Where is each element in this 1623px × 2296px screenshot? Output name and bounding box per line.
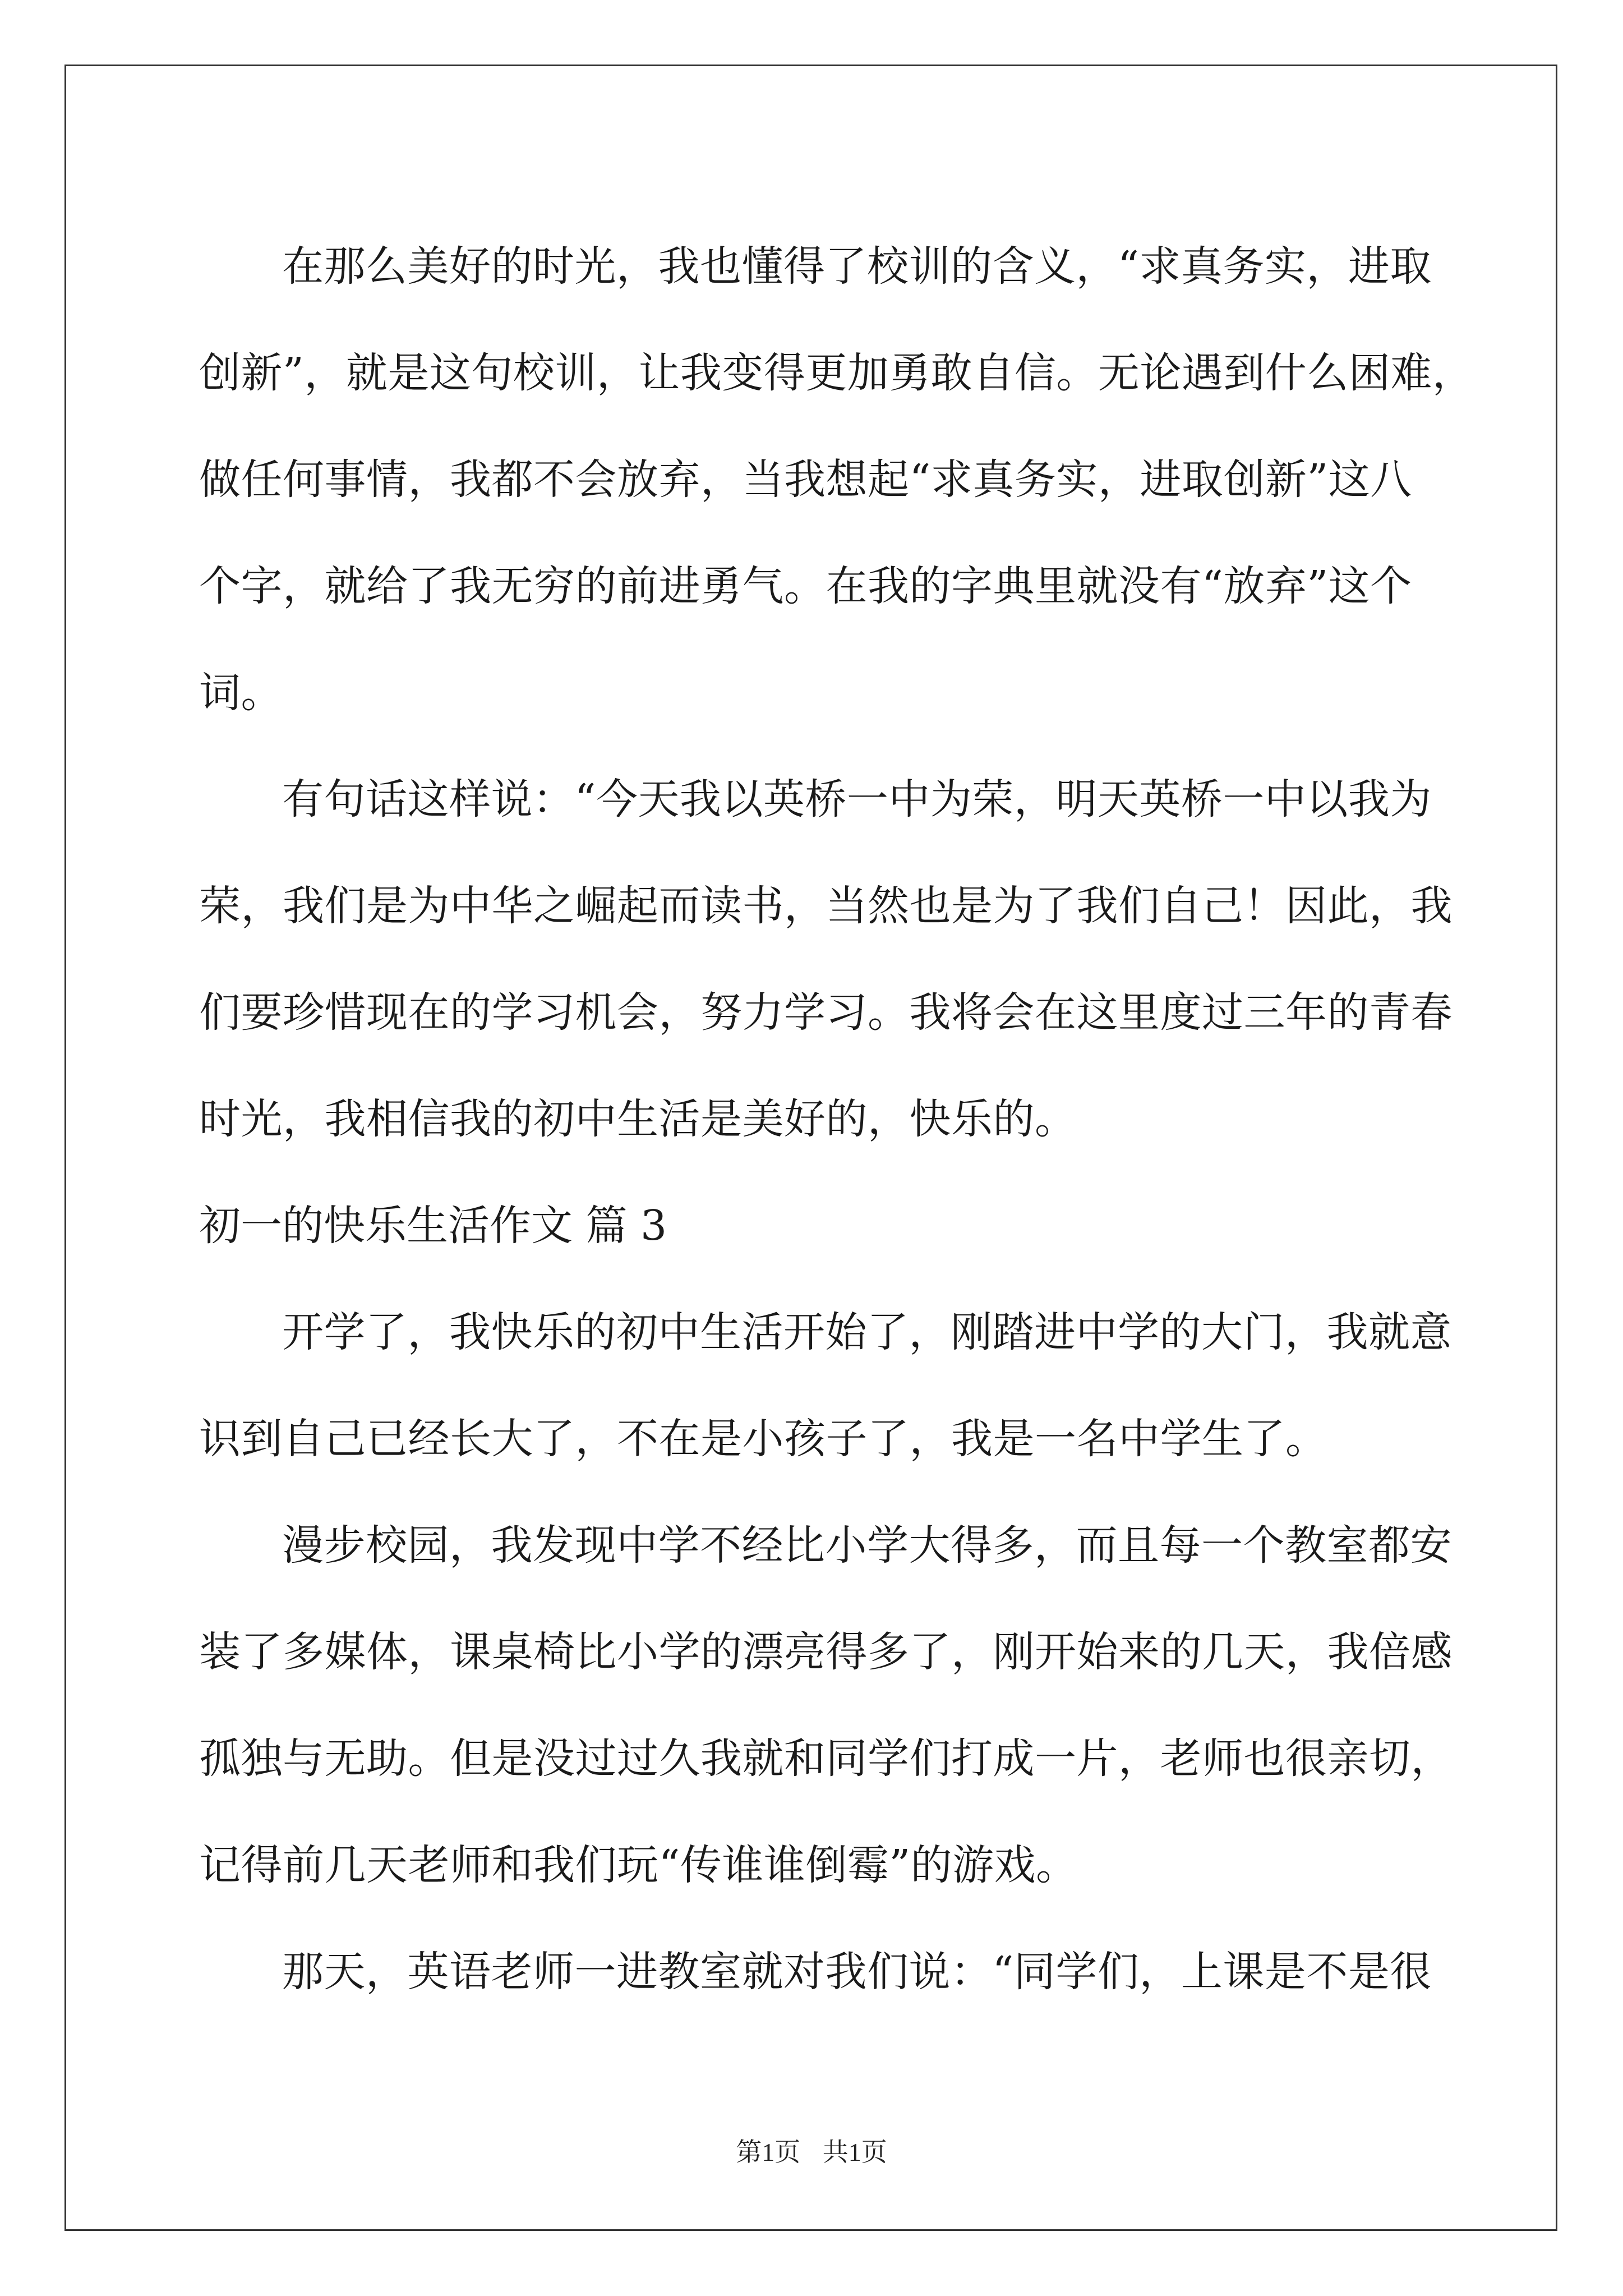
text-line: 个字，就给了我无穷的前进勇气。在我的字典里就没有“放弃”这个 — [199, 562, 1412, 610]
text-line: 创新”，就是这句校训，让我变得更加勇敢自信。无论遇到什么困难， — [199, 349, 1474, 397]
text-line: 时光，我相信我的初中生活是美好的，快乐的。 — [199, 1095, 1077, 1143]
text-line: 那天，英语老师一进教室就对我们说：“同学们，上课是不是很 — [282, 1948, 1432, 1996]
text-line: 孤独与无助。但是没过过久我就和同学们打成一片，老师也很亲切， — [199, 1734, 1453, 1783]
text-line: 荣，我们是为中华之崛起而读书，当然也是为了我们自己！因此，我 — [199, 882, 1453, 930]
paragraph-school-motto — [199, 213, 1474, 746]
paragraph-school-start — [199, 1279, 1452, 1492]
text-line: 在那么美好的时光，我也懂得了校训的含义，“求真务实，进取 — [282, 242, 1432, 291]
text-line: 们要珍惜现在的学习机会，努力学习。我将会在这里度过三年的青春 — [199, 988, 1453, 1037]
text-line: 开学了，我快乐的初中生活开始了，刚踏进中学的大门，我就意 — [282, 1308, 1452, 1356]
paragraph-english-teacher — [199, 1918, 1433, 2025]
text-line: 做任何事情，我都不会放弃，当我想起“求真务实，进取创新”这八 — [199, 455, 1412, 504]
paragraph-saying — [199, 746, 1453, 1172]
paragraph-campus-walk — [199, 1492, 1453, 1918]
text-line: 有句话这样说：“今天我以英桥一中为荣，明天英桥一中以我为 — [282, 775, 1432, 823]
section-heading: 初一的快乐生活作文 篇 3 — [199, 1202, 667, 1250]
text-line: 词。 — [199, 669, 283, 717]
page-footer — [0, 2132, 1623, 2169]
text-line: 记得前几天老师和我们玩“传谁谁倒霉”的游戏。 — [199, 1841, 1078, 1889]
text-line: 漫步校园，我发现中学不经比小学大得多，而且每一个教室都安 — [282, 1521, 1452, 1570]
page-number-total: 共1页 — [822, 2138, 887, 2166]
page-number-current: 第1页 — [736, 2138, 801, 2166]
text-line: 装了多媒体，课桌椅比小学的漂亮得多了，刚开始来的几天，我倍感 — [199, 1628, 1453, 1676]
text-line: 识到自己已经长大了，不在是小孩子了，我是一名中学生了。 — [199, 1415, 1327, 1463]
document-body — [199, 213, 1474, 2025]
